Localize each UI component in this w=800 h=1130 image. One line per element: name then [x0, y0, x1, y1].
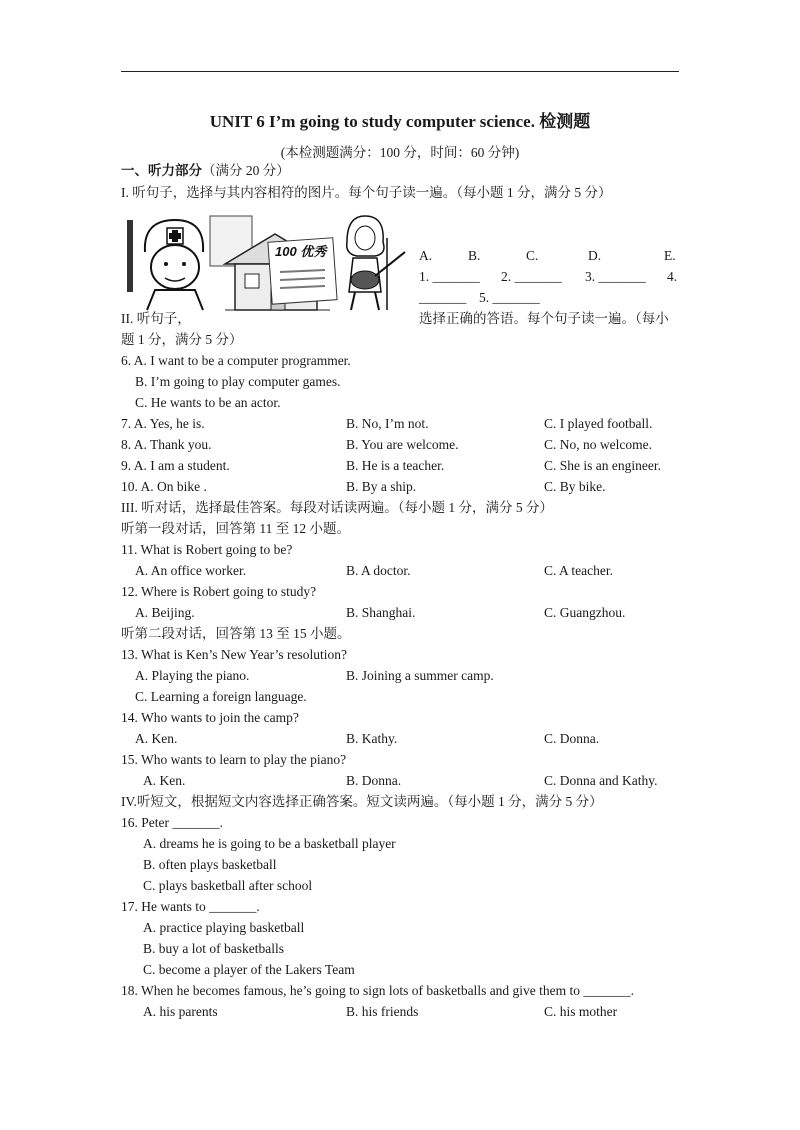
question-18-option-b: B. his friends — [346, 1004, 419, 1019]
question-13: 13. What is Ken’s New Year’s resolution? — [121, 647, 347, 662]
guitarist-picture — [347, 216, 405, 310]
section4-instructions: IV.听短文，根据短文内容选择正确答案。短文读两遍。（每小题 1 分，满分 5 分） — [121, 794, 603, 809]
question-13-option-b: B. Joining a summer camp. — [346, 668, 494, 683]
question-9-option-c: C. She is an engineer. — [544, 458, 661, 473]
question-13-option-c: C. Learning a foreign language. — [135, 689, 307, 704]
question-9: 9. A. I am a student. — [121, 458, 230, 473]
answer-blank-5: 5. _______ — [479, 290, 540, 305]
question-11: 11. What is Robert going to be? — [121, 542, 293, 557]
question-6-option-b: B. I’m going to play computer games. — [135, 374, 341, 389]
question-10: 10. A. On bike . — [121, 479, 207, 494]
pic-letter-c: C. — [526, 248, 539, 263]
section2-instructions-left: II. 听句子， — [121, 311, 191, 326]
question-17-option-c: C. become a player of the Lakers Team — [143, 962, 355, 977]
question-11-option-c: C. A teacher. — [544, 563, 613, 578]
question-14-option-b: B. Kathy. — [346, 731, 398, 746]
doctor-picture — [127, 220, 203, 310]
question-12-option-c: C. Guangzhou. — [544, 605, 626, 620]
question-18: 18. When he becomes famous, he’s going to sign lots of basketballs and give them to _______. — [121, 983, 635, 998]
question-13-option-a: A. Playing the piano. — [135, 668, 250, 683]
question-17: 17. He wants to _______. — [121, 899, 260, 914]
question-8: 8. A. Thank you. — [121, 437, 212, 452]
page-title: UNIT 6 I’m going to study computer science. 检测题 — [209, 112, 591, 131]
question-12: 12. Where is Robert going to study? — [121, 584, 317, 599]
certificate-text: 100 优秀 — [275, 244, 327, 259]
question-14-option-a: A. Ken. — [135, 731, 178, 746]
section3-instructions: III. 听对话，选择最佳答案。每段对话读两遍。（每小题 1 分，满分 5 分） — [121, 500, 553, 515]
section1-instructions: I. 听句子，选择与其内容相符的图片。每个句子读一遍。（每小题 1 分，满分 5 分） — [121, 185, 612, 200]
question-18-option-a: A. his parents — [143, 1004, 218, 1019]
question-14-option-c: C. Donna. — [544, 731, 600, 746]
answer-blank-1: 1. _______ — [419, 269, 480, 284]
question-9-option-b: B. He is a teacher. — [346, 458, 445, 473]
question-12-option-a: A. Beijing. — [135, 605, 195, 620]
pic-letter-a: A. — [419, 248, 433, 263]
question-16-option-a: A. dreams he is going to be a basketball player — [143, 836, 396, 851]
answer-blank-3: 3. _______ — [585, 269, 646, 284]
question-16: 16. Peter _______. — [121, 815, 223, 830]
part1-heading-note: （满分 20 分） — [202, 163, 290, 178]
certificate-picture — [268, 238, 337, 304]
part1-heading-bold: 一、听力部分 — [121, 163, 202, 178]
answer-blank-4: 4. — [667, 269, 678, 284]
question-15: 15. Who wants to learn to play the piano? — [121, 752, 347, 767]
question-7-option-c: C. I played football. — [544, 416, 653, 431]
question-15-option-c: C. Donna and Kathy. — [544, 773, 658, 788]
question-7: 7. A. Yes, he is. — [121, 416, 205, 431]
question-7-option-b: B. No, I’m not. — [346, 416, 429, 431]
question-18-option-c: C. his mother — [544, 1004, 618, 1019]
question-6: 6. A. I want to be a computer programmer. — [121, 353, 351, 368]
section2-instructions-cont: 题 1 分，满分 5 分） — [121, 332, 243, 347]
question-17-option-b: B. buy a lot of basketballs — [143, 941, 284, 956]
top-rule — [121, 71, 679, 72]
question-8-option-c: C. No, no welcome. — [544, 437, 652, 452]
pic-letter-e: E. — [664, 248, 676, 263]
answer-blank-2: 2. _______ — [501, 269, 562, 284]
question-10-option-c: C. By bike. — [544, 479, 606, 494]
question-16-option-c: C. plays basketball after school — [143, 878, 313, 893]
pic-letter-d: D. — [588, 248, 602, 263]
question-8-option-b: B. You are welcome. — [346, 437, 459, 452]
question-12-option-b: B. Shanghai. — [346, 605, 416, 620]
question-15-option-b: B. Donna. — [346, 773, 402, 788]
question-6-option-c: C. He wants to be an actor. — [135, 395, 281, 410]
question-11-option-b: B. A doctor. — [346, 563, 411, 578]
part1-heading — [121, 162, 290, 179]
question-10-option-b: B. By a ship. — [346, 479, 417, 494]
page-subtitle: (本检测题满分：100 分，时间：60 分钟) — [280, 145, 520, 160]
question-11-option-a: A. An office worker. — [135, 563, 247, 578]
pic-letter-b: B. — [468, 248, 481, 263]
question-15-option-a: A. Ken. — [143, 773, 186, 788]
answer-blank-4-line: _______ — [419, 290, 467, 305]
picture-strip — [125, 212, 410, 312]
dialog1-note: 听第一段对话，回答第 11 至 12 小题。 — [121, 521, 350, 536]
question-14: 14. Who wants to join the camp? — [121, 710, 299, 725]
section2-instructions-right: 选择正确的答语。每个句子读一遍。（每小 — [419, 311, 669, 326]
question-16-option-b: B. often plays basketball — [143, 857, 277, 872]
dialog2-note: 听第二段对话，回答第 13 至 15 小题。 — [121, 626, 351, 641]
question-17-option-a: A. practice playing basketball — [143, 920, 305, 935]
